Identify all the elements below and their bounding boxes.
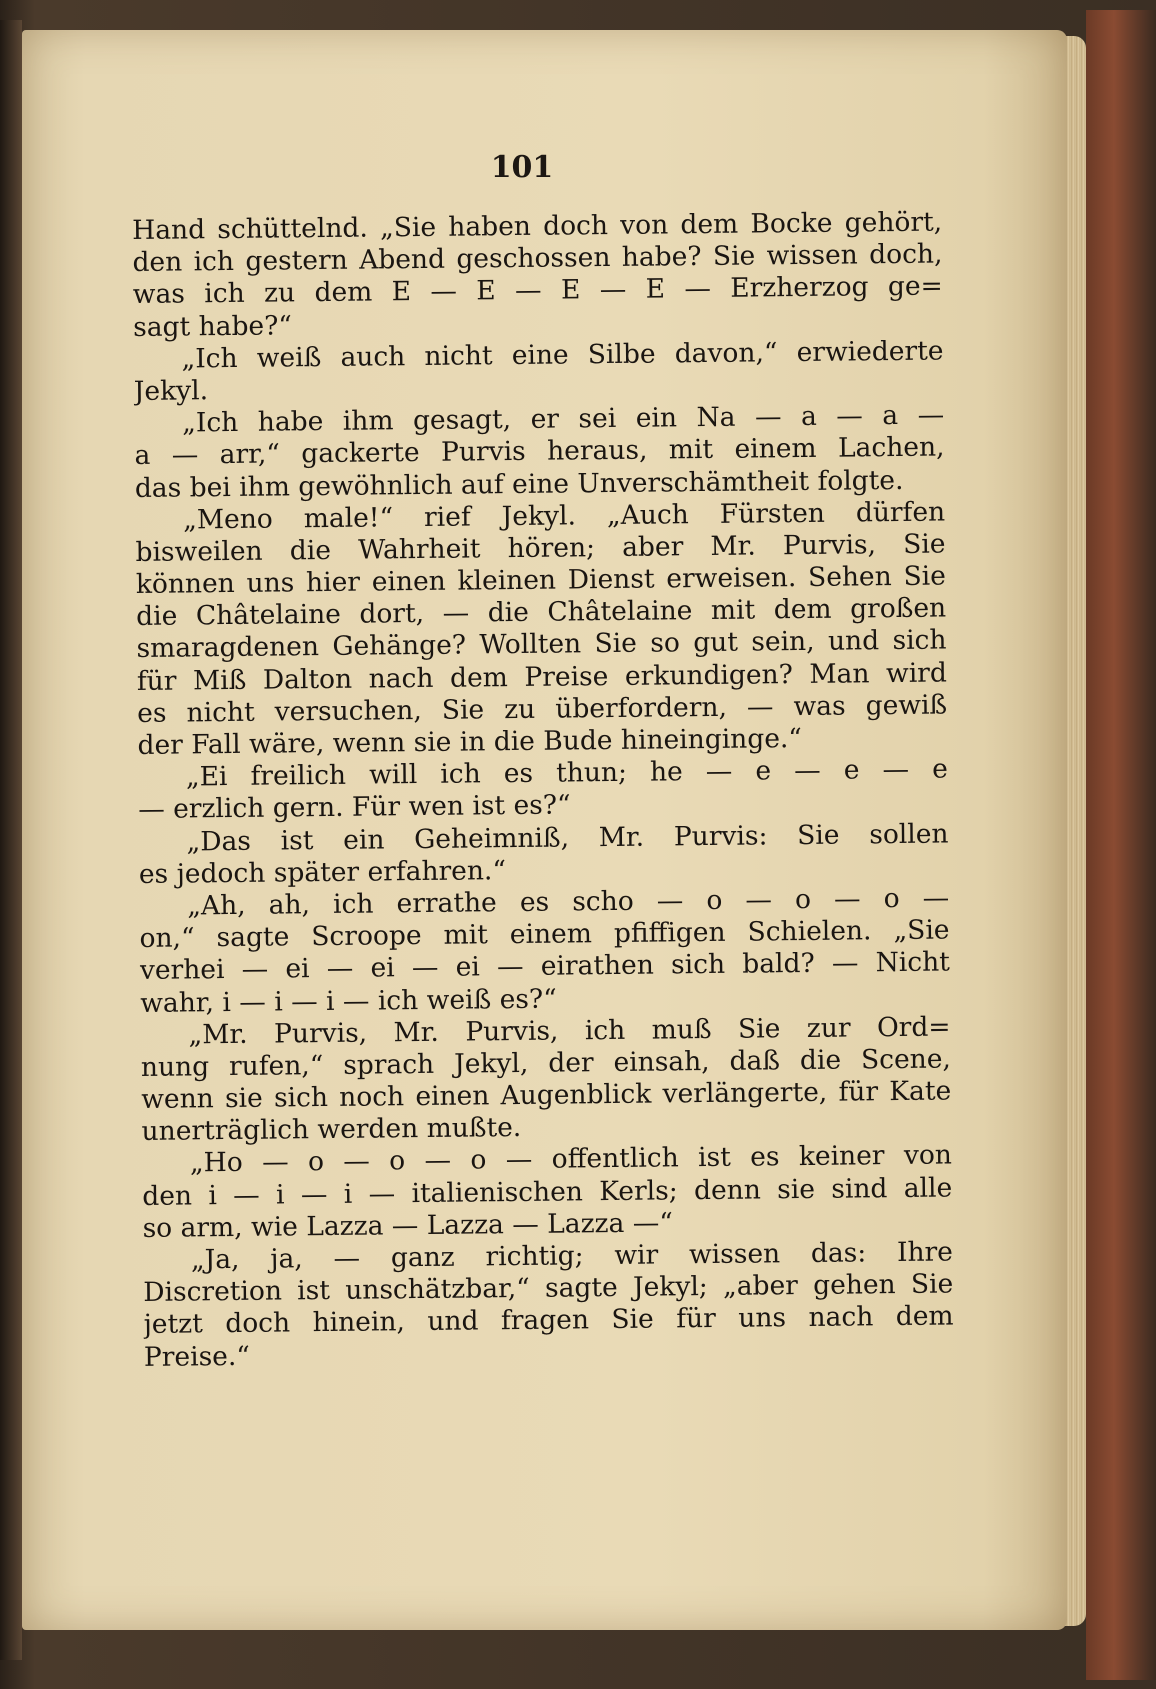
text-line: der Fall wäre, wenn sie in die Bude hineinginge.“ <box>137 723 803 761</box>
text-line: nung rufen,“ sprach Jekyl, der einsah, daß die Scene, <box>140 1043 952 1083</box>
book-page <box>22 30 1067 1630</box>
text-line: können uns hier einen kleinen Dienst erweisen. Sehen Sie <box>135 560 946 601</box>
text-line: „Das ist ein Geheimniß, Mr. Purvis: Sie sollen <box>186 818 949 858</box>
text-line: on,“ sagte Scroope mit einem pfiffigen Schielen. „Sie <box>139 914 950 955</box>
text-line: den ich gestern Abend geschossen habe? Sie wissen doch, <box>132 238 943 279</box>
page-number: 101 <box>490 150 554 185</box>
text-line: smaragdenen Gehänge? Wollten Sie so gut sein, und sich <box>136 624 947 665</box>
text-line: verhei — ei — ei — ei — eirathen sich bald? — Nicht <box>139 946 951 987</box>
text-line: Hand schüttelnd. „Sie haben doch von dem Bocke gehört, <box>132 206 943 246</box>
text-line: — erzlich gern. Für wen ist es?“ <box>138 789 571 826</box>
text-line: „Ho — o — o — o — offentlich ist es keiner von <box>189 1139 953 1179</box>
text-line: sagt habe?“ <box>133 309 293 343</box>
text-line: bisweilen die Wahrheit hören; aber Mr. Purvis, Sie <box>135 528 946 568</box>
text-line: Discretion ist unschätzbar,“ sagte Jekyl; „aber gehen Sie <box>143 1268 954 1309</box>
text-line: „Ei freilich will ich es thun; he — e — e — e <box>185 753 949 793</box>
text-line: den i — i — i — italienischen Kerls; denn sie sind alle <box>142 1172 953 1212</box>
text-line: „Ja, ja, — ganz richtig; wir wissen das: Ihre <box>190 1236 954 1276</box>
text-line: es jedoch später erfahren.“ <box>138 854 507 890</box>
text-line: so arm, wie Lazza — Lazza — Lazza —“ <box>142 1207 673 1244</box>
text-line: was ich zu dem E — E — E — E — Erzherzog ge= <box>132 270 943 311</box>
text-line: jetzt doch hinein, und fragen Sie für uns nach dem <box>143 1300 954 1341</box>
text-line: Preise.“ <box>143 1340 251 1373</box>
text-line: a — arr,“ gackerte Purvis heraus, mit einem Lachen, <box>134 431 945 472</box>
book-cover-edge <box>1086 10 1156 1680</box>
text-line: es nicht versuchen, Sie zu überfordern, — was gewiß <box>137 689 948 729</box>
text-line: wenn sie sich noch einen Augenblick verlängerte, für Kate <box>141 1075 952 1116</box>
book-left-edge <box>0 20 22 1660</box>
text-line: für Miß Dalton nach dem Preise erkundigen? Man wird <box>136 657 947 697</box>
page-text <box>132 207 954 1374</box>
text-line: Jekyl. <box>133 375 209 407</box>
text-line: „Meno male!“ rief Jekyl. „Auch Fürsten dürfen <box>183 496 946 536</box>
text-line: das bei ihm gewöhnlich auf eine Unverschämtheit folgte. <box>134 464 904 504</box>
text-line: die Châtelaine dort, — die Châtelaine mit dem großen <box>136 592 947 633</box>
text-line: „Ich weiß auch nicht eine Silbe davon,“ erwiederte <box>181 335 944 375</box>
text-line: unerträglich werden mußte. <box>141 1112 522 1148</box>
text-line: „Ich habe ihm gesagt, er sei ein Na — a — a — <box>182 399 945 439</box>
text-line: wahr, i — i — i — ich weiß es?“ <box>140 983 557 1019</box>
text-line: „Mr. Purvis, Mr. Purvis, ich muß Sie zur Ord= <box>188 1011 951 1051</box>
text-line: „Ah, ah, ich errathe es scho — o — o — o — <box>187 882 950 922</box>
